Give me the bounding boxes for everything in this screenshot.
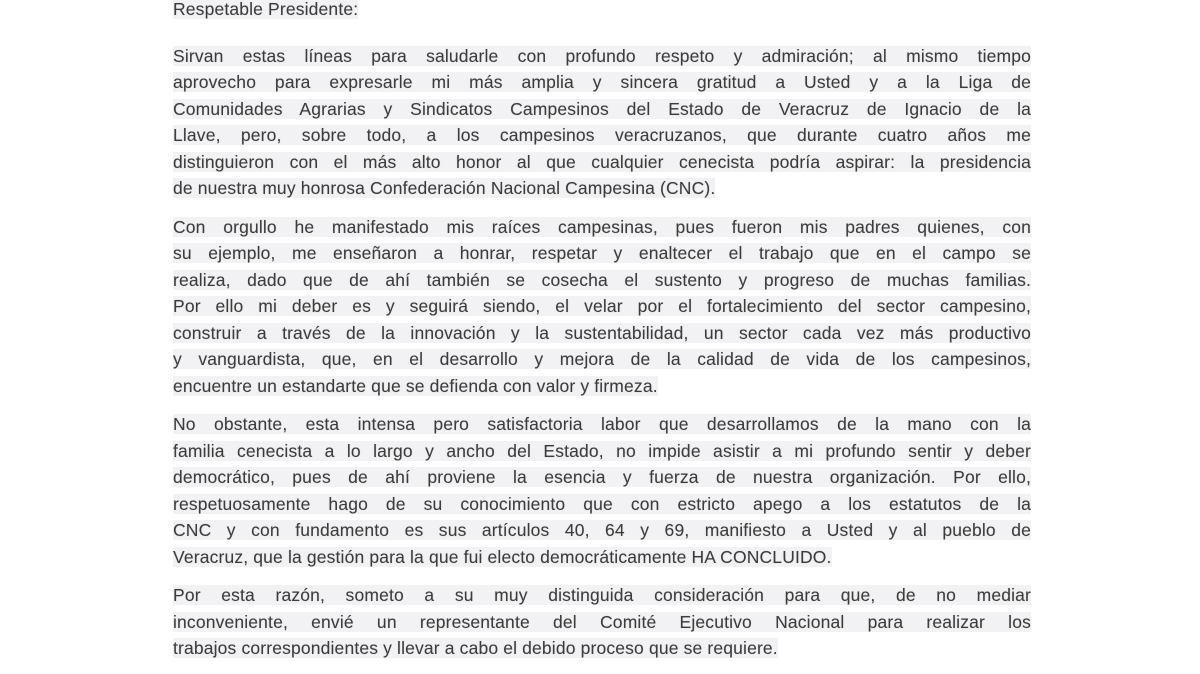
text-line [173, 411, 1031, 438]
text-line [173, 122, 1031, 149]
text-line-content: encuentre un estandarte que se defienda con valor y firmeza. [173, 375, 658, 396]
text-line-content: Por ello mi deber es y seguirá siendo, el velar por el fortalecimiento del sector campesino, [173, 296, 1031, 316]
text-line [173, 635, 1031, 662]
text-line-content: CNC y con fundamento es sus artículos 40, 64 y 69, manifiesto a Usted y al pueblo de [173, 520, 1031, 540]
paragraph [173, 582, 1031, 662]
text-line [173, 96, 1031, 123]
text-line [173, 491, 1031, 518]
text-line-content: Sirvan estas líneas para saludarle con profundo respeto y admiración; al mismo tiempo [173, 45, 1031, 66]
text-line [173, 240, 1031, 267]
letter-body [173, 0, 1031, 674]
text-line-content: familia cenecista a lo largo y ancho del Estado, no impide asistir a mi profundo sentir y deber [173, 440, 1031, 461]
text-line [173, 609, 1031, 636]
text-line-content: distinguieron con el más alto honor al que cualquier cenecista podría aspirar: la presidencia [173, 151, 1031, 172]
text-line [173, 267, 1031, 294]
text-line [173, 464, 1031, 491]
text-line-content: y vanguardista, que, en el desarrollo y mejora de la calidad de vida de los campesinos, [173, 349, 1031, 369]
text-line [173, 175, 1031, 202]
text-line [173, 43, 1031, 70]
text-line-content: No obstante, esta intensa pero satisfactoria labor que desarrollamos de la mano con la [173, 414, 1031, 434]
text-line-content: trabajos correspondientes y llevar a cabo el debido proceso que se requiere. [173, 638, 778, 658]
text-line [173, 69, 1031, 96]
text-line [173, 346, 1031, 373]
text-line [173, 373, 1031, 400]
text-line [173, 149, 1031, 176]
text-line-content: Comunidades Agrarias y Sindicatos Campesinos del Estado de Veracruz de Ignacio de la [173, 98, 1031, 119]
text-line [173, 293, 1031, 320]
text-line [173, 517, 1031, 544]
text-line [173, 582, 1031, 609]
text-line-content: aprovecho para expresarle mi más amplia y sincera gratitud a Usted y a la Liga de [173, 72, 1031, 92]
text-line-content: democrático, pues de ahí proviene la esencia y fuerza de nuestra organización. Por ello, [173, 467, 1031, 487]
text-line-content: Llave, pero, sobre todo, a los campesinos veracruzanos, que durante cuatro años me [173, 125, 1031, 145]
text-line [173, 544, 1031, 571]
text-line [173, 214, 1031, 241]
text-line-content: Veracruz, que la gestión para la que fui electo democráticamente HA CONCLUIDO. [173, 546, 832, 567]
text-line-content: respetuosamente hago de su conocimiento que con estricto apego a los estatutos de la [173, 493, 1031, 514]
salutation [173, 0, 1031, 23]
salutation-text: Respetable Presidente: [173, 0, 359, 19]
text-line [173, 438, 1031, 465]
paragraph [173, 411, 1031, 570]
text-line-content: su ejemplo, me enseñaron a honrar, respetar y enaltecer el trabajo que en el campo se [173, 243, 1031, 263]
text-line-content: construir a través de la innovación y la sustentabilidad, un sector cada vez más productivo [173, 322, 1031, 343]
text-line-content: de nuestra muy honrosa Confederación Nacional Campesina (CNC). [173, 178, 716, 198]
text-line-content: inconveniente, envié un representante del Comité Ejecutivo Nacional para realizar los [173, 611, 1031, 632]
text-line-content: Por esta razón, someto a su muy distinguida consideración para que, de no mediar [173, 585, 1031, 605]
text-line-content: Con orgullo he manifestado mis raíces campesinas, pues fueron mis padres quienes, con [173, 216, 1031, 237]
paragraph [173, 43, 1031, 202]
text-line [173, 320, 1031, 347]
paragraph [173, 214, 1031, 400]
text-line-content: realiza, dado que de ahí también se cosecha el sustento y progreso de muchas familias. [173, 269, 1031, 290]
